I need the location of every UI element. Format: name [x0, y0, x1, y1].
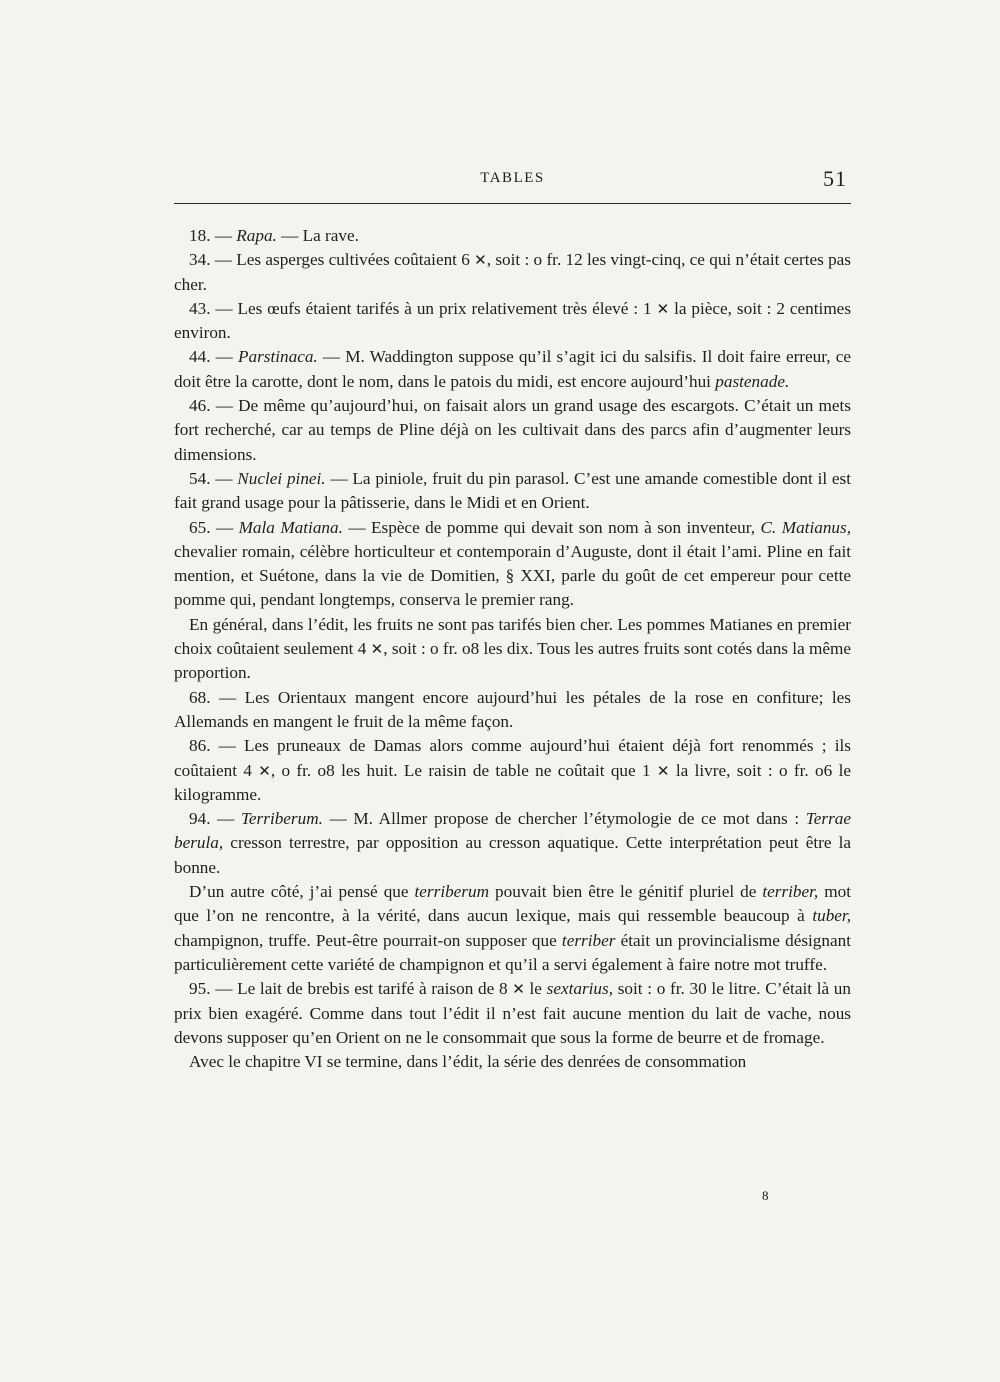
paragraph	[174, 977, 851, 1050]
header-rule	[174, 203, 851, 204]
italic-text: C. Matianus,	[760, 517, 852, 537]
italic-text: Rapa.	[236, 226, 277, 245]
text-run: 44. —	[189, 347, 238, 367]
page-header	[174, 164, 851, 204]
paragraph	[174, 686, 851, 735]
text-run: , o fr. o8 les huit. Le raisin de table ne coûtait que 1	[270, 760, 657, 780]
text-run: Avec le chapitre VI se termine, dans l’édit, la série des denrées de consommation	[189, 1052, 747, 1072]
paragraph	[174, 734, 851, 807]
text-run: 65. —	[189, 517, 239, 537]
paragraph	[174, 297, 851, 346]
italic-text: Parstinaca.	[237, 347, 318, 367]
italic-text: sextarius,	[546, 979, 614, 999]
paragraph	[174, 1050, 851, 1074]
text-run: — M. Waddington suppose qu’il s’agit ici du salsifis. Il doit faire erreur, ce doit être la carotte, dont le nom, dans le patois du midi, est encore aujourd’hui	[174, 347, 851, 391]
text-run: — Espèce de pomme qui devait son nom à son inventeur,	[342, 517, 761, 537]
paragraph	[174, 345, 851, 394]
body-text	[174, 224, 851, 1074]
page-number: 51	[823, 166, 847, 191]
text-run: 86. — Les pruneaux de Damas alors comme aujourd’hui étaient déjà fort renommés ; ils coûtaient 4	[174, 736, 851, 780]
text-run: En général, dans l’édit, les fruits ne sont pas tarifés bien cher. Les pommes Matianes en premier choix coûtaient seulement 4	[174, 614, 851, 659]
italic-text: Nuclei pinei.	[237, 468, 326, 488]
text-run: pouvait bien être le génitif pluriel de	[489, 882, 763, 902]
text-run: — La piniole, fruit du pin parasol. C’est une amande comestible dont il est fait grand usage pour la pâtisserie, dans le Midi et en Orient.	[174, 468, 852, 513]
text-run: 43. — Les œufs étaient tarifés à un prix relativement très élevé : 1	[189, 298, 657, 318]
text-run: 46. — De même qu’aujourd’hui, on faisait alors un grand usage des escargots. C’était un mets fort recherché, car au temps de Pline déjà on les cultivait dans des parcs afin d’augmenter leurs dimensions.	[174, 396, 851, 464]
denarius-symbol: ✕	[512, 980, 525, 999]
text-run: 18. —	[189, 226, 237, 245]
paragraph	[174, 394, 851, 467]
denarius-symbol: ✕	[656, 761, 670, 780]
text-run: la pièce, soit : 2 centimes environ.	[174, 298, 852, 343]
text-run: , soit : o fr. 12 les vingt-cinq, ce qui n’était certes pas cher.	[174, 250, 851, 294]
denarius-symbol: ✕	[258, 761, 271, 780]
text-run: 95. — Le lait de brebis est tarifé à raison de 8	[189, 979, 513, 999]
italic-text: terriber,	[762, 882, 819, 902]
text-run: chevalier romain, célèbre horticulteur et contemporain d’Auguste, dont il était l’ami. Pline en fait mention, et Suétone, dans la vie de Domitien, § XXI, parle du goût de cet empereur pour cette pomme qui, pendant longtemps, conserva le premier rang.	[174, 541, 851, 610]
denarius-symbol: ✕	[474, 251, 487, 270]
text-run: 34. — Les asperges cultivées coûtaient 6	[189, 250, 475, 270]
italic-text: Terrae berula,	[174, 809, 852, 853]
text-run: champignon, truffe. Peut-être pourrait-on supposer que	[174, 930, 562, 950]
italic-text: pastenade.	[715, 371, 790, 391]
text-run: — La rave.	[276, 226, 359, 245]
italic-text: Terriberum.	[240, 809, 323, 829]
italic-text: Mala Matiana.	[238, 517, 343, 537]
running-head: TABLES	[480, 170, 545, 186]
text-run: était un provincialisme désignant particulièrement cette variété de champignon et qu’il a servi également à faire notre mot truffe.	[174, 930, 851, 974]
text-run: D’un autre côté, j’ai pensé que	[189, 882, 415, 902]
text-run: 68. — Les Orientaux mangent encore aujourd’hui les pétales de la rose en confiture; les Allemands en mangent le fruit de la même façon.	[174, 687, 851, 731]
text-run: la livre, soit : o fr. o6 le kilogramme.	[174, 760, 851, 804]
text-run: le	[524, 979, 547, 999]
signature-mark: 8	[762, 1188, 769, 1203]
text-run: cresson terrestre, par opposition au cresson aquatique. Cette interprétation peut être la bonne.	[174, 833, 851, 877]
paragraph	[174, 224, 851, 248]
italic-text: terriberum	[414, 882, 490, 902]
text-run: , soit : o fr. o8 les dix. Tous les autres fruits sont cotés dans la même proportion.	[174, 639, 851, 683]
paragraph	[174, 880, 851, 977]
text-run: soit : o fr. 30 le litre. C’était là un prix bien exagéré. Comme dans tout l’édit il n’est fait aucune mention du lait de vache, nous devons supposer qu’en Orient on ne le consommait que sous la forme de beurre et de fromage.	[174, 979, 851, 1047]
text-run: mot que l’on ne rencontre, à la vérité, dans aucun lexique, mais qui ressemble beaucoup à	[174, 882, 851, 926]
text-run: — M. Allmer propose de chercher l’étymologie de ce mot dans :	[322, 809, 806, 829]
paragraph	[174, 807, 851, 880]
paragraph	[174, 248, 851, 297]
italic-text: tuber,	[812, 906, 851, 926]
paragraph	[174, 613, 851, 686]
paragraph	[174, 467, 851, 516]
text-run: 94. —	[189, 809, 241, 829]
text-run: 54. —	[189, 468, 238, 488]
italic-text: terriber	[561, 930, 616, 950]
paragraph	[174, 516, 851, 613]
denarius-symbol: ✕	[370, 640, 384, 659]
denarius-symbol: ✕	[656, 299, 670, 318]
